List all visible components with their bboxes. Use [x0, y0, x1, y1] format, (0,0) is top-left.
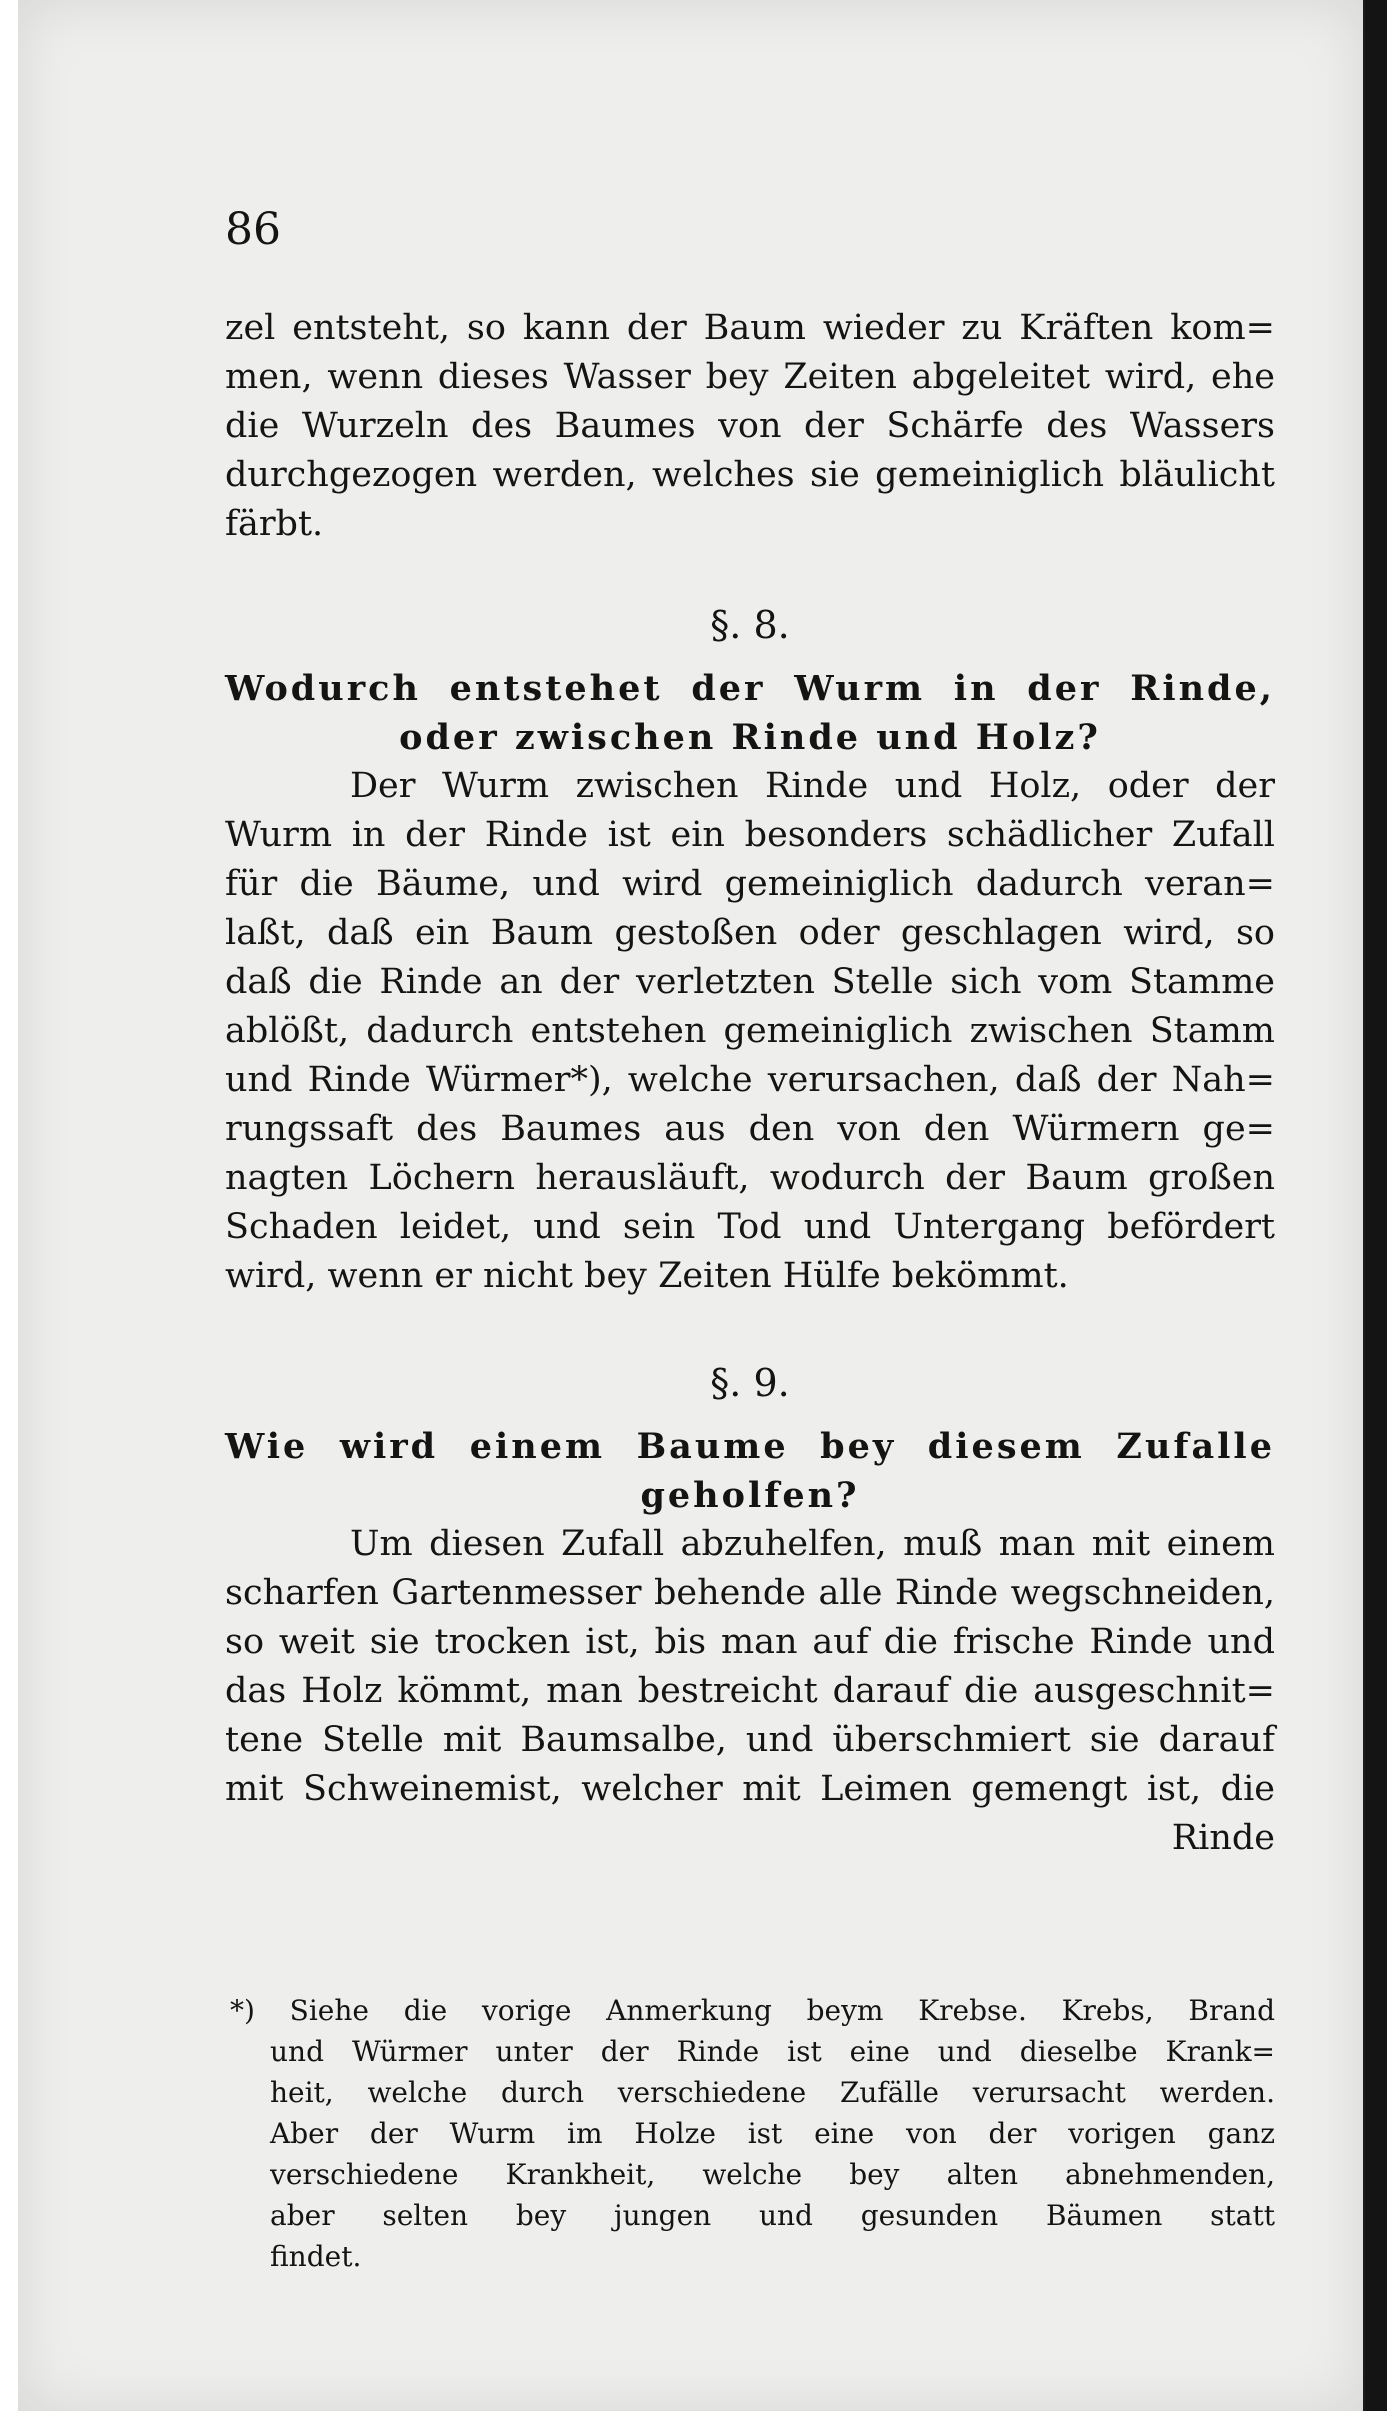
text-line: das Holz kömmt, man bestreicht darauf die ausgeschnit= — [225, 1671, 1275, 1711]
text-line: und Rinde Würmer*), welche verursachen, daß der Nah= — [225, 1060, 1275, 1100]
text-line: so weit sie trocken ist, bis man auf die frische Rinde und — [225, 1622, 1275, 1662]
footnote-line: findet. — [270, 2240, 362, 2273]
footnote-line: und Würmer unter der Rinde ist eine und dieselbe Krank= — [270, 2035, 1275, 2068]
text-line: durchgezogen werden, welches sie gemeiniglich bläulicht — [225, 455, 1275, 495]
text-line: färbt. — [225, 504, 324, 544]
page-number: 86 — [225, 204, 281, 255]
heading-line: Wodurch entstehet der Wurm in der Rinde, — [225, 668, 1275, 709]
footnote-line: verschiedene Krankheit, welche bey alten abnehmenden, — [270, 2158, 1275, 2191]
text-line: Um diesen Zufall abzuhelfen, muß man mit einem — [350, 1524, 1275, 1564]
text-line: wird, wenn er nicht bey Zeiten Hülfe bekömmt. — [225, 1256, 1069, 1296]
section-9-heading — [225, 1422, 1275, 1520]
footnote-line: aber selten bey jungen und gesunden Bäumen statt — [270, 2199, 1275, 2232]
text-line: scharfen Gartenmesser behende alle Rinde wegschneiden, — [225, 1573, 1275, 1613]
section-8-body — [225, 762, 1275, 1301]
text-line: ablößt, dadurch entstehen gemeiniglich zwischen Stamm — [225, 1011, 1275, 1051]
text-line: für die Bäume, und wird gemeiniglich dadurch veran= — [225, 864, 1275, 904]
footnote-line: Aber der Wurm im Holze ist eine von der vorigen ganz — [270, 2117, 1275, 2150]
text-line: men, wenn dieses Wasser bey Zeiten abgeleitet wird, ehe — [225, 357, 1275, 397]
footnote-line: *) Siehe die vorige Anmerkung beym Krebse. Krebs, Brand — [230, 1994, 1275, 2027]
text-line: rungssaft des Baumes aus den von den Würmern ge= — [225, 1109, 1275, 1149]
section-8-heading — [225, 664, 1275, 762]
text-line: Der Wurm zwischen Rinde und Holz, oder der — [350, 766, 1275, 806]
heading-line: oder zwischen Rinde und Holz? — [399, 717, 1101, 758]
catchword: Rinde — [1171, 1818, 1275, 1858]
text-line: mit Schweinemist, welcher mit Leimen gemengt ist, die — [225, 1769, 1275, 1809]
section-8-number: §. 8. — [710, 603, 790, 647]
text-line: Schaden leidet, und sein Tod und Untergang befördert — [225, 1207, 1275, 1247]
text-line: zel entsteht, so kann der Baum wieder zu Kräften kom= — [225, 308, 1275, 348]
section-9-number: §. 9. — [710, 1361, 790, 1405]
text-line: laßt, daß ein Baum gestoßen oder geschlagen wird, so — [225, 913, 1275, 953]
scan-border — [1365, 0, 1387, 2411]
continued-paragraph — [225, 304, 1275, 549]
heading-line: Wie wird einem Baume bey diesem Zufalle — [225, 1426, 1275, 1467]
footnote-line: heit, welche durch verschiedene Zufälle verursacht werden. — [270, 2076, 1275, 2109]
text-line: die Wurzeln des Baumes von der Schärfe des Wassers — [225, 406, 1275, 446]
text-line: daß die Rinde an der verletzten Stelle sich vom Stamme — [225, 962, 1275, 1002]
text-line: tene Stelle mit Baumsalbe, und überschmiert sie darauf — [225, 1720, 1275, 1760]
text-line: Wurm in der Rinde ist ein besonders schädlicher Zufall — [225, 815, 1275, 855]
heading-line: geholfen? — [640, 1475, 860, 1516]
footnote — [230, 1990, 1275, 2277]
text-line: nagten Löchern herausläuft, wodurch der Baum großen — [225, 1158, 1275, 1198]
page-content — [225, 205, 1275, 1863]
section-9-body — [225, 1520, 1275, 1863]
